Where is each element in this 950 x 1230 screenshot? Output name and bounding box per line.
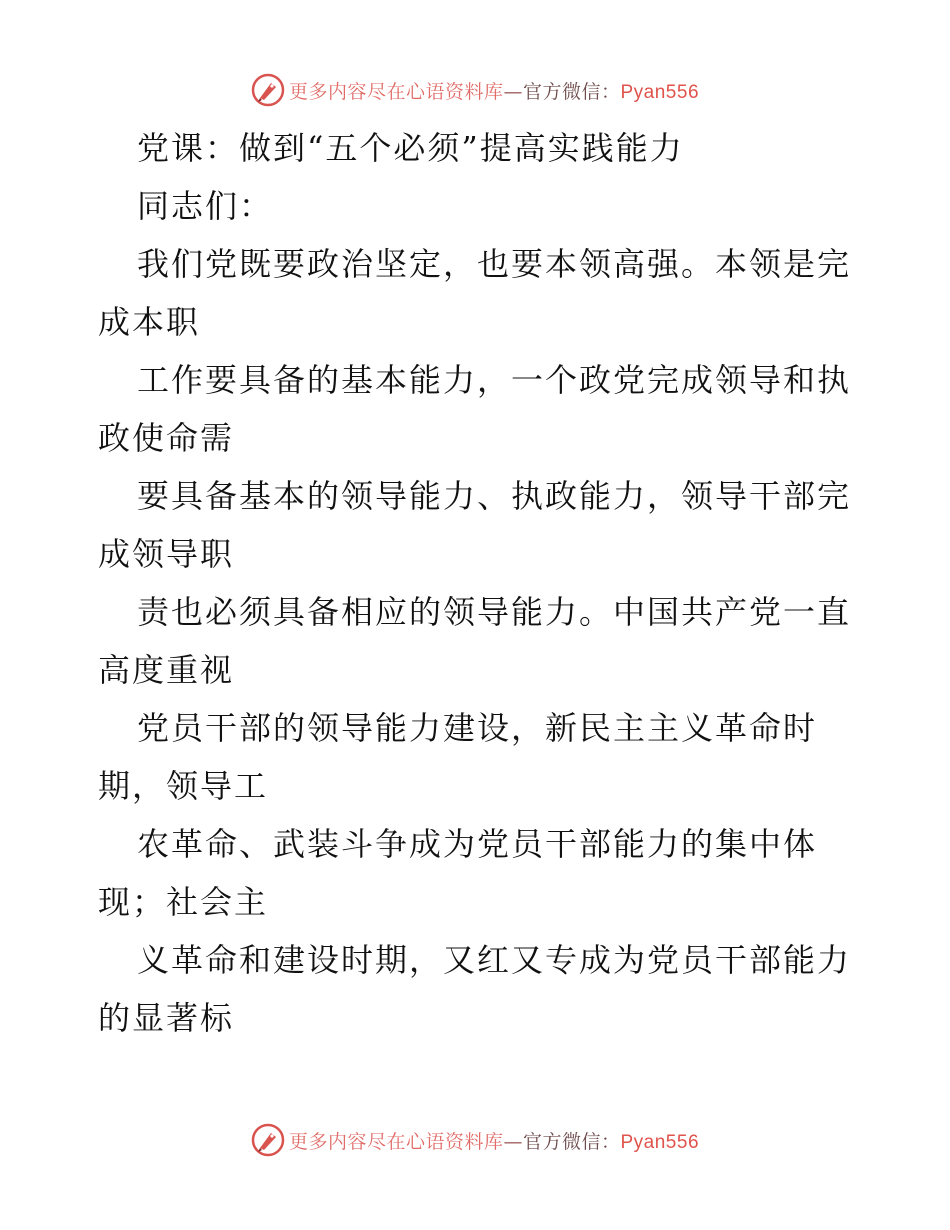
banner-separator: — [503, 80, 523, 103]
footer-banner [0, 1120, 950, 1160]
paragraph-line: 成领导职 [98, 535, 235, 573]
document-title: 党课：做到“五个必须”提高实践能力 [137, 129, 684, 167]
banner-wechat-id: Pyan556 [620, 81, 700, 103]
pen-nib-logo-icon [251, 1123, 285, 1157]
paragraph-line: 工作要具备的基本能力，一个政党完成领导和执 [137, 361, 852, 399]
paragraph-line: 期，领导工 [98, 767, 269, 805]
banner-separator: — [503, 1130, 523, 1153]
footer-banner-content [251, 1123, 699, 1157]
banner-wechat-id: Pyan556 [620, 1131, 700, 1153]
paragraph-line: 的显著标 [98, 999, 235, 1037]
paragraph-line: 责也必须具备相应的领导能力。中国共产党一直 [137, 593, 852, 631]
paragraph-line: 义革命和建设时期，又红又专成为党员干部能力 [137, 941, 852, 979]
header-banner-content [251, 73, 699, 107]
banner-text [289, 77, 699, 104]
paragraph-line: 政使命需 [98, 419, 235, 457]
pen-nib-logo-icon [251, 73, 285, 107]
paragraph-line: 我们党既要政治坚定，也要本领高强。本领是完 [137, 245, 852, 283]
banner-wechat-label: 官方微信： [522, 80, 621, 103]
paragraph-line: 党员干部的领导能力建设，新民主主义革命时 [137, 709, 818, 747]
banner-text [289, 1127, 699, 1154]
salutation: 同志们： [137, 187, 274, 225]
paragraph-line: 农革命、武装斗争成为党员干部能力的集中体 [137, 825, 818, 863]
banner-site-text: 更多内容尽在心语资料库 [288, 1130, 504, 1153]
paragraph-line: 现；社会主 [98, 883, 269, 921]
paragraph-line: 要具备基本的领导能力、执政能力，领导干部完 [137, 477, 852, 515]
paragraph-line: 成本职 [98, 303, 201, 341]
banner-site-text: 更多内容尽在心语资料库 [288, 80, 504, 103]
header-banner [0, 70, 950, 110]
banner-wechat-label: 官方微信： [522, 1130, 621, 1153]
paragraph-line: 高度重视 [98, 651, 235, 689]
